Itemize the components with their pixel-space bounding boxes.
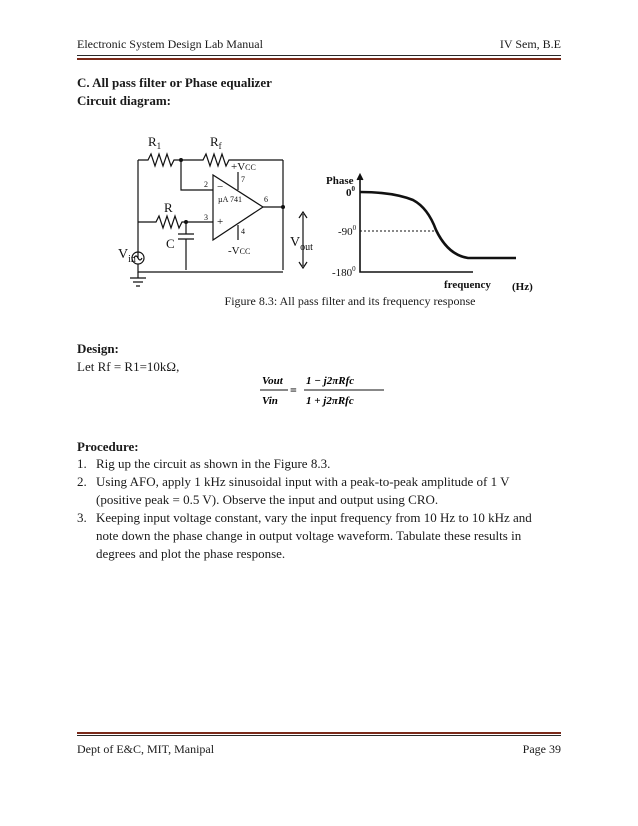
procedure-step [77, 455, 547, 473]
formula-lhs-numerator: Vout [262, 375, 283, 387]
formula-lhs-denominator: Vin [262, 395, 278, 407]
formula-rhs-denominator: 1 + j2πRfc [306, 395, 354, 407]
y-axis-arrow [357, 174, 363, 180]
vout-arrow [299, 212, 307, 268]
header-semester: IV Sem, B.E [499, 37, 561, 51]
opamp-label: µA 741 [218, 195, 242, 204]
r-resistor [138, 216, 213, 228]
procedure-step [77, 473, 547, 509]
pin-2: 2 [204, 180, 208, 189]
footer-department: Dept of E&C, MIT, Manipal [77, 742, 215, 756]
step-number: 1. [77, 456, 87, 471]
plus-sign: + [217, 216, 224, 228]
phase-graph [326, 174, 533, 293]
pin-4: 4 [241, 227, 245, 236]
formula-rhs-numerator: 1 − j2πRfc [306, 375, 355, 387]
r-label: R [164, 200, 173, 215]
inverting-wire [181, 160, 213, 190]
tick-0: $0^0$ [346, 185, 355, 199]
step-number: 2. [77, 474, 87, 489]
tick-minus-90: $-90^0$ [338, 224, 357, 238]
procedure-step [77, 509, 547, 563]
graph-axes [360, 175, 473, 272]
vcc-neg-label: -VCC [228, 245, 251, 257]
r1-label: $R_1$ [148, 134, 162, 151]
pin-6: 6 [264, 195, 268, 204]
minus-sign: − [217, 181, 224, 193]
footer-rule-thick [77, 732, 561, 734]
junction-dot [179, 158, 183, 162]
header-rule-thick [77, 58, 561, 60]
footer-rule-thin [77, 735, 561, 736]
phase-curve [360, 192, 516, 258]
step-number: 3. [77, 510, 87, 525]
circuit-diagram-label: Circuit diagram: [77, 93, 171, 108]
rf-label: $R_f$ [210, 134, 222, 151]
procedure-title: Procedure: [77, 439, 139, 454]
step-text: Using AFO, apply 1 kHz sinusoidal input with a peak-to-peak amplitude of 1 V (positive peak = 0.5 V). Observe the input and output using CRO. [96, 474, 510, 507]
graph-xlabel: frequency [444, 279, 491, 291]
step-text: Keeping input voltage constant, vary the input frequency from 10 Hz to 10 kHz and note down the phase change in output voltage waveform. Tabulate these results in degrees and plot the phase response. [96, 510, 532, 561]
c-label: C [166, 236, 175, 251]
step-text: Rig up the circuit as shown in the Figure 8.3. [96, 456, 331, 471]
junction-dot [281, 205, 285, 209]
vcc-pos-label: +VCC [231, 161, 256, 173]
header-title: Electronic System Design Lab Manual [77, 37, 263, 51]
transfer-function-formula [258, 370, 388, 416]
footer-page-number: Page 39 [522, 742, 561, 756]
figure-8-3 [118, 130, 538, 300]
circuit-labels [118, 134, 313, 265]
design-values: Let Rf = R1=10kΩ, [77, 359, 180, 374]
pin-7: 7 [241, 175, 245, 184]
vout-label: $V_{out}$ [290, 235, 313, 253]
ground-wire [138, 264, 283, 272]
r1-resistor [138, 154, 181, 166]
junction-dot [184, 220, 188, 224]
graph-unit: (Hz) [512, 281, 533, 293]
figure-caption: Figure 8.3: All pass filter and its frequency response [224, 294, 476, 308]
design-title: Design: [77, 341, 119, 356]
vin-label: $V_{in}$ [118, 247, 136, 265]
procedure-steps [77, 455, 547, 563]
section-title: C. All pass filter or Phase equalizer [77, 75, 272, 90]
graph-ylabel: Phase [326, 175, 354, 187]
formula-equals: = [290, 383, 297, 397]
c-capacitor [178, 222, 194, 270]
pin-3: 3 [204, 213, 208, 222]
tick-minus-180: $-180^0$ [332, 265, 356, 279]
header-rule-thin [77, 55, 561, 56]
ground-symbol [130, 278, 146, 286]
